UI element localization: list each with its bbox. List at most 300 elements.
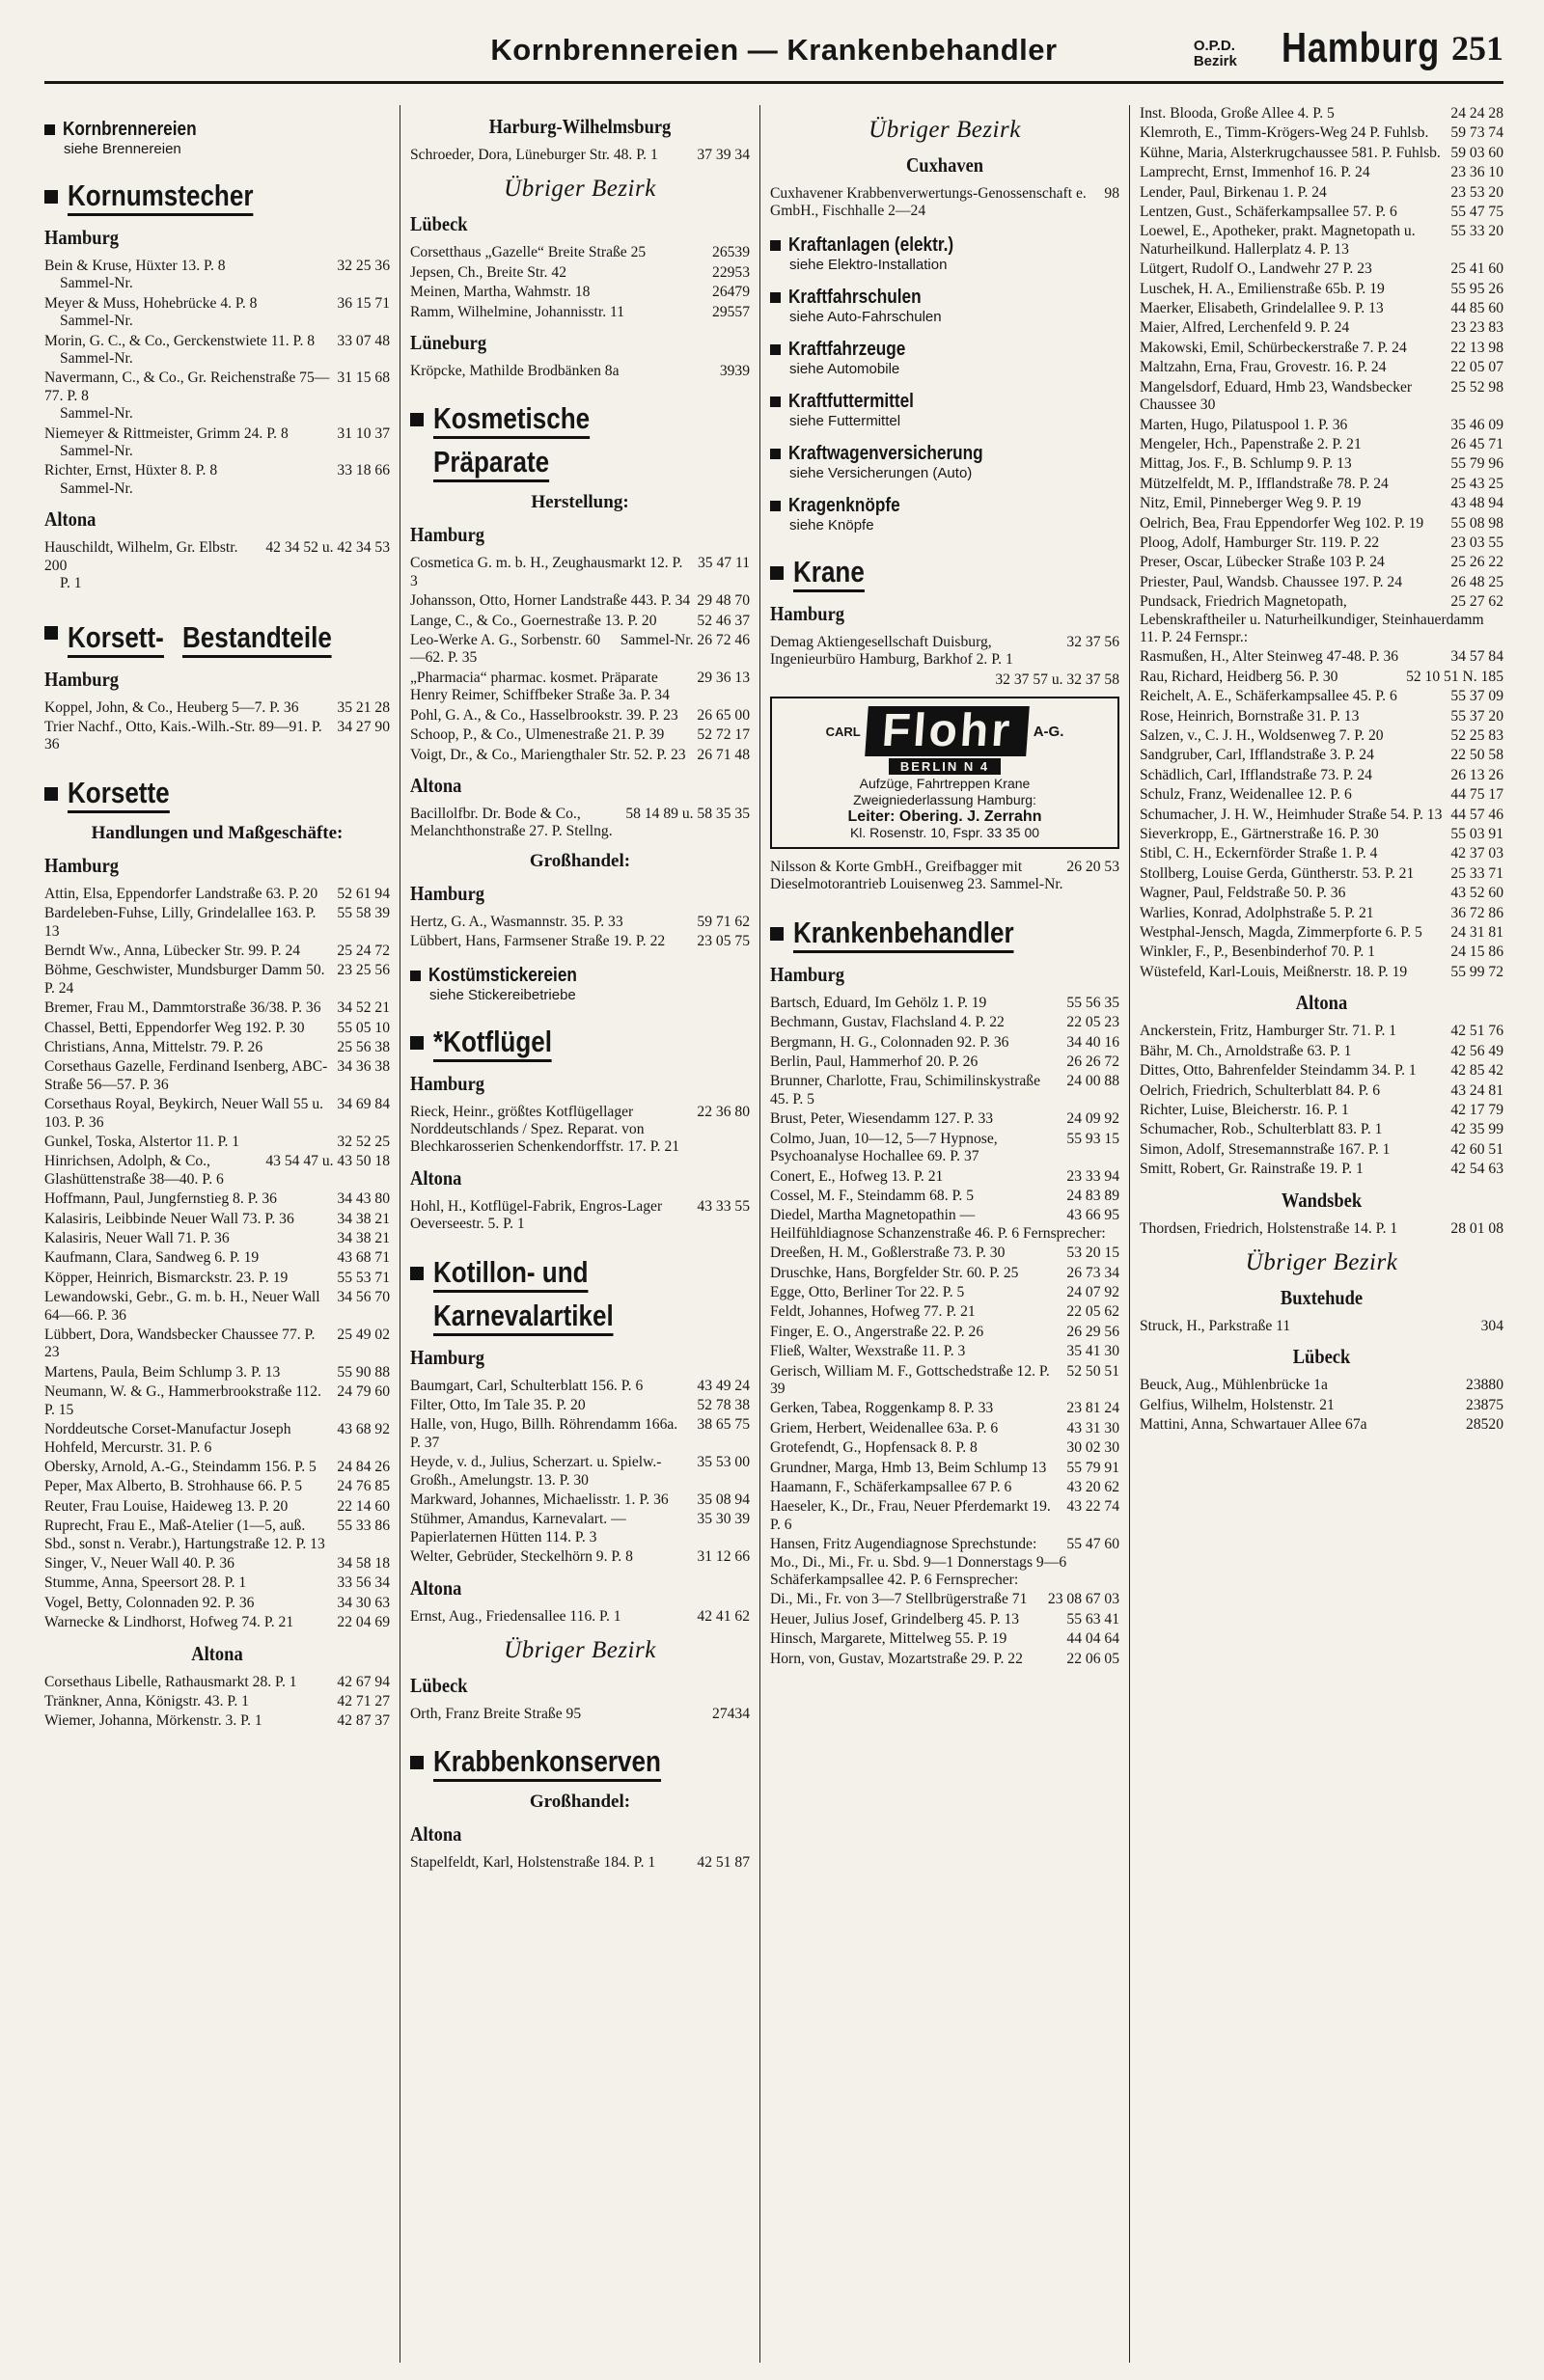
listing-entry <box>770 1284 1119 1301</box>
listing-entry <box>1140 648 1503 666</box>
category-heading-small <box>770 287 1119 325</box>
listing-text: Ploog, Adolf, Hamburger Str. 119. P. 22 <box>1140 533 1380 551</box>
listing-entry <box>44 699 390 717</box>
listing-text: Hoffmann, Paul, Jungfernstieg 8. P. 36 <box>44 1190 277 1208</box>
phone-number: 44 85 60 <box>1450 300 1503 317</box>
phone-number: 52 25 83 <box>1450 727 1503 744</box>
listing-text: Brust, Peter, Wiesendamm 127. P. 33 <box>770 1110 994 1128</box>
phone-number: 42 67 94 <box>337 1673 390 1690</box>
listing-entry <box>1140 708 1503 725</box>
subcategory-heading: Großhandel: <box>529 1792 631 1813</box>
category-title: Korsett- <box>68 620 164 658</box>
phone-number: 34 27 90 <box>337 718 390 735</box>
phone-number: 55 33 86 <box>337 1518 390 1535</box>
phone-number: 24 24 28 <box>1450 105 1503 122</box>
listing-text: Winkler, F., P., Besenbinderhof 70. P. 1 <box>1140 944 1375 961</box>
listing-entry <box>1140 574 1503 591</box>
category-row <box>44 615 390 658</box>
city-heading: Hamburg <box>44 853 120 877</box>
listing-text: Dittes, Otto, Bahrenfelder Steindamm 34. P. 1 <box>1140 1062 1417 1080</box>
listing-entry <box>410 147 750 164</box>
listing-text: Bechmann, Gustav, Flachsland 4. P. 22 <box>770 1014 1005 1031</box>
cross-reference: siehe Automobile <box>789 360 900 377</box>
listing-entry <box>44 1096 390 1132</box>
listing-text: Klemroth, E., Timm-Krögers-Weg 24 P. Fuhlsb. <box>1140 124 1429 142</box>
phone-number: 26 73 34 <box>1066 1264 1119 1281</box>
listing-text: Haamann, F., Schäferkampsallee 67 P. 6 <box>770 1479 1012 1495</box>
phone-number: 55 53 71 <box>337 1269 390 1286</box>
listing-entry <box>1140 593 1503 646</box>
listing-entry <box>1140 515 1503 533</box>
category-title: *Kotflügel <box>433 1025 552 1062</box>
city-heading: Wandsbek <box>1281 1188 1363 1212</box>
listing-entry <box>770 1479 1119 1496</box>
listing-entry <box>410 726 750 744</box>
phone-number: 24 00 88 <box>1066 1073 1119 1090</box>
listing-entry <box>1140 944 1503 961</box>
listing-text: Schroeder, Dora, Lüneburger Str. 48. P. 1 <box>410 147 658 163</box>
listing-text: Niemeyer & Rittmeister, Grimm 24. P. 8 <box>44 424 289 442</box>
phone-number: 23 25 56 <box>337 962 390 979</box>
listing-entry <box>1140 1377 1503 1394</box>
listing-text: Diedel, Martha Magnetopathin — Heilfühldiagnose Schanzenstraße 46. P. 6 Fernsprecher: <box>770 1207 1106 1242</box>
bullet-square-icon <box>770 449 781 459</box>
listing-text: Neumann, W. & G., Hammerbrookstraße 112. P. 15 <box>44 1383 321 1418</box>
listing-text: Koppel, John, & Co., Heuberg 5—7. P. 36 <box>44 698 299 716</box>
phone-number: 42 71 27 <box>337 1692 390 1710</box>
phone-number: 34 30 63 <box>337 1594 390 1611</box>
listing-entry <box>770 1591 1119 1608</box>
listing-entry <box>44 1289 390 1325</box>
listing-entry <box>770 1034 1119 1052</box>
listing-text: Lamprecht, Ernst, Immenhof 16. P. 24 <box>1140 164 1370 181</box>
listing-entry <box>1140 1121 1503 1138</box>
category-title: Kragenknöpfe <box>788 494 900 516</box>
category-title-block <box>433 401 750 482</box>
listing-text: Martens, Paula, Beim Schlump 3. P. 13 <box>44 1363 281 1381</box>
phone-number: 23 81 24 <box>1066 1400 1119 1417</box>
category-heading <box>770 555 1119 592</box>
phone-number: 34 38 21 <box>337 1230 390 1247</box>
listing-entry <box>410 1378 750 1395</box>
listing-entry <box>410 933 750 950</box>
listing-text: Conert, E., Hofweg 13. P. 21 <box>770 1167 944 1185</box>
listing-text: Reichelt, A. E., Schäferkampsallee 45. P. 6 <box>1140 688 1397 705</box>
category-heading-small <box>770 391 1119 429</box>
listing-text: Makowski, Emil, Schürbeckerstraße 7. P. 24 <box>1140 339 1407 356</box>
city-heading: Hamburg <box>44 226 120 249</box>
listing-entry <box>44 1039 390 1056</box>
listing-entry <box>410 1608 750 1626</box>
phone-number: 29 48 70 <box>697 592 750 610</box>
phone-number: 32 37 56 <box>1066 633 1119 650</box>
listing-text: Gerisch, William M. F., Gottschedstraße 12. P. 39 <box>770 1362 1050 1397</box>
listing-text: Mangelsdorf, Eduard, Hmb 23, Wandsbecker Chaussee 30 <box>1140 378 1413 414</box>
bullet-square-icon <box>770 344 781 355</box>
listing-entry <box>1140 554 1503 571</box>
listing-entry <box>44 1383 390 1419</box>
listing-note: Sammel-Nr. <box>60 405 133 423</box>
phone-number: 43 24 81 <box>1450 1081 1503 1099</box>
listing-text: Pohl, G. A., & Co., Hasselbrookstr. 39. P. 23 <box>410 706 678 724</box>
listing-entry <box>1140 845 1503 862</box>
phone-number: 35 21 28 <box>337 698 390 716</box>
listing-entry <box>410 670 750 705</box>
listing-entry <box>1140 260 1503 278</box>
header-city: Hamburg <box>1281 24 1440 71</box>
bullet-square-icon <box>410 1036 424 1050</box>
listing-entry <box>770 1014 1119 1031</box>
phone-number: 25 41 60 <box>1450 260 1503 278</box>
phone-number: 37 39 34 <box>697 147 750 163</box>
listing-text: Rasmußen, H., Alter Steinweg 47-48. P. 36 <box>1140 648 1399 666</box>
cross-reference: siehe Brennereien <box>64 141 181 157</box>
phone-number: 42 87 37 <box>337 1712 390 1730</box>
phone-number: 23 23 83 <box>1450 319 1503 337</box>
listing-entry <box>44 1134 390 1151</box>
category-title: Kraftwagenversicherung <box>788 442 983 464</box>
listing-text: Luschek, H. A., Emilienstraße 65b. P. 19 <box>1140 280 1385 297</box>
running-title: Kornbrennereien — Krankenbehandler <box>490 33 1058 67</box>
category-title: Kotillon- und <box>433 1255 589 1293</box>
listing-text: Preser, Oscar, Lübecker Straße 103 P. 24 <box>1140 554 1385 571</box>
listing-entry <box>410 1416 750 1452</box>
listing-entry <box>1140 1062 1503 1080</box>
phone-number: 304 <box>1480 1317 1503 1334</box>
listing-text: Haeseler, K., Dr., Frau, Neuer Pferdemarkt 19. P. 6 <box>770 1498 1051 1533</box>
bullet-square-icon <box>770 566 784 580</box>
phone-number: 42 60 51 <box>1450 1140 1503 1158</box>
listing-entry <box>410 363 750 380</box>
listing-text: Schumacher, J. H. W., Heimhuder Straße 54. P. 13 <box>1140 806 1443 823</box>
phone-number: 24 15 86 <box>1450 944 1503 961</box>
phone-number: 34 69 84 <box>337 1096 390 1113</box>
city-heading: Altona <box>1295 991 1348 1015</box>
listing-text: Morin, G. C., & Co., Gerckenstwiete 11. P. 8 <box>44 332 316 349</box>
phone-number: 26 29 56 <box>1066 1323 1119 1340</box>
category-row <box>770 916 1119 953</box>
bullet-square-icon <box>770 927 784 941</box>
bullet-square-icon <box>410 413 424 426</box>
listing-text: Köpper, Heinrich, Bismarckstr. 23. P. 19 <box>44 1269 289 1286</box>
phone-number: 26 48 25 <box>1450 573 1503 590</box>
ad-line: Aufzüge, Fahrtreppen Krane <box>859 776 1031 792</box>
listing-entry <box>44 369 390 423</box>
phone-number: 26479 <box>712 284 750 301</box>
listing-text: Beuck, Aug., Mühlenbrücke 1a <box>1140 1377 1328 1394</box>
city-heading: Lübeck <box>410 212 468 236</box>
listing-text: Schädlich, Carl, Ifflandstraße 73. P. 24 <box>1140 766 1372 783</box>
listing-entry <box>44 295 390 331</box>
listing-entry <box>770 185 1119 221</box>
category-title: Kraftanlagen (elektr.) <box>788 233 954 256</box>
bullet-square-icon <box>44 190 58 204</box>
category-heading <box>44 615 390 658</box>
listing-text: Mittag, Jos. F., B. Schlump 9. P. 13 <box>1140 455 1352 473</box>
phone-number: 55 79 91 <box>1066 1459 1119 1476</box>
listing-text: Rieck, Heinr., größtes Kotflügellager Norddeutschlands / Spez. Reparat. von Blechkarosserien Schenkendorffstr. 17. P. 21 <box>410 1103 680 1156</box>
phone-number: 52 78 38 <box>697 1396 750 1413</box>
phone-number: 42 17 79 <box>1450 1101 1503 1118</box>
category-heading-small <box>770 234 1119 273</box>
listing-text: Lender, Paul, Birkenau 1. P. 24 <box>1140 183 1327 201</box>
phone-number: 25 52 98 <box>1450 378 1503 396</box>
city-heading: Cuxhaven <box>905 153 984 177</box>
listing-entry <box>410 1548 750 1566</box>
phone-number: 23 53 20 <box>1450 183 1503 201</box>
phone-number: 52 72 17 <box>697 726 750 744</box>
listing-entry <box>1140 1161 1503 1178</box>
cross-reference: siehe Knöpfe <box>789 516 874 533</box>
category-heading <box>44 776 390 813</box>
listing-note: Sammel-Nr. <box>60 313 133 330</box>
category-row <box>410 965 750 987</box>
phone-number: 52 10 51 N. 185 <box>1406 668 1503 685</box>
page-header <box>44 21 1503 84</box>
listing-text: Grundner, Marga, Hmb 13, Beim Schlump 13 <box>770 1459 1047 1476</box>
city-heading: Altona <box>191 1641 243 1665</box>
listing-entry <box>770 859 1119 894</box>
listing-text: Corsethaus Royal, Beykirch, Neuer Wall 55 u. 103. P. 36 <box>44 1096 324 1131</box>
listing-text: Warnecke & Lindhorst, Hofweg 74. P. 21 <box>44 1614 294 1631</box>
ad-line: Zweigniederlassung Hamburg: <box>853 792 1036 808</box>
listing-text: Böhme, Geschwister, Mundsburger Damm 50. P. 24 <box>44 962 325 997</box>
listing-entry <box>1140 534 1503 552</box>
phone-number: 43 54 47 u. 43 50 18 <box>265 1153 390 1170</box>
listing-text: Lübbert, Dora, Wandsbecker Chaussee 77. P. 23 <box>44 1327 316 1361</box>
listing-text: Maltzahn, Erna, Frau, Grovestr. 16. P. 24 <box>1140 359 1387 376</box>
listing-entry <box>44 1518 390 1553</box>
listing-entry <box>44 1595 390 1612</box>
listing-text: Berndt Ww., Anna, Lübecker Str. 99. P. 24 <box>44 942 301 959</box>
phone-number: Sammel-Nr. 26 72 46 <box>620 632 750 649</box>
bullet-square-icon <box>410 1267 424 1280</box>
subcategory-heading: Großhandel: <box>529 850 631 871</box>
category-heading-small <box>770 495 1119 533</box>
listing-entry <box>770 1324 1119 1341</box>
listing-text: Fließ, Walter, Wexstraße 11. P. 3 <box>770 1343 966 1360</box>
phone-number: 35 30 39 <box>697 1511 750 1528</box>
listing-text: Gunkel, Toska, Alstertor 11. P. 1 <box>44 1134 240 1150</box>
listing-entry <box>44 1712 390 1730</box>
phone-number: 58 14 89 u. 58 35 35 <box>625 805 750 822</box>
listing-entry <box>770 634 1119 670</box>
phone-number: 3939 <box>719 363 750 380</box>
phone-number: 26 71 48 <box>697 746 750 763</box>
listing-text: Sandgruber, Carl, Ifflandstraße 3. P. 24 <box>1140 747 1374 764</box>
listing-text: Salzen, v., C. J. H., Woldsenweg 7. P. 20 <box>1140 727 1384 744</box>
listing-entry <box>1140 1416 1503 1434</box>
listing-text: Heyde, v. d., Julius, Scherzart. u. Spielw.-Großh., Amelungstr. 13. P. 30 <box>410 1454 662 1489</box>
phone-number: 42 56 49 <box>1450 1042 1503 1059</box>
listing-note: Sammel-Nr. <box>60 275 133 292</box>
phone-number: 23 03 55 <box>1450 533 1503 551</box>
listing-entry <box>1140 455 1503 473</box>
listing-text: Meinen, Martha, Wahmstr. 18 <box>410 284 591 301</box>
listing-entry <box>410 1454 750 1490</box>
phone-number: 42 41 62 <box>697 1607 750 1625</box>
phone-number: 33 56 34 <box>337 1574 390 1592</box>
phone-number: 32 25 36 <box>337 258 390 274</box>
phone-number: 43 52 60 <box>1450 885 1503 902</box>
listing-text: Gerken, Tabea, Roggenkamp 8. P. 33 <box>770 1400 994 1417</box>
phone-number: 42 35 99 <box>1450 1121 1503 1138</box>
listing-text: Struck, H., Parkstraße 11 <box>1140 1317 1291 1334</box>
listing-text: Hinrichsen, Adolph, & Co., Glashüttenstraße 38—40. P. 6 <box>44 1153 224 1188</box>
listing-text: Cossel, M. F., Steindamm 68. P. 5 <box>770 1187 975 1204</box>
listing-text: Maier, Alfred, Lerchenfeld 9. P. 24 <box>1140 319 1350 337</box>
listing-entry <box>1140 184 1503 202</box>
listing-entry <box>1140 924 1503 942</box>
ad-city-label: BERLIN N 4 <box>889 758 1001 775</box>
listing-entry <box>770 1073 1119 1108</box>
phone-number: 55 03 91 <box>1450 826 1503 843</box>
listing-text: Bergmann, H. G., Colonnaden 92. P. 36 <box>770 1033 1009 1051</box>
cross-reference: siehe Futtermittel <box>789 412 901 429</box>
listing-text: Peper, Max Alberto, B. Strohhause 66. P. 5 <box>44 1478 303 1495</box>
phone-number: 29557 <box>712 303 750 320</box>
ad-brand-logo: Flohr <box>865 706 1030 756</box>
phone-number: 26539 <box>712 244 750 261</box>
listing-entry <box>1140 300 1503 317</box>
city-heading: Hamburg <box>410 1345 485 1369</box>
listing-entry <box>1140 865 1503 883</box>
listing-text: Loewel, E., Apotheker, prakt. Magnetopath u. Naturheilkund. Hallerplatz 4. P. 13 <box>1140 223 1416 258</box>
phone-number: 55 56 35 <box>1066 994 1119 1011</box>
listing-text: Oelrich, Friedrich, Schulterblatt 84. P. 6 <box>1140 1081 1381 1099</box>
phone-number: 55 47 75 <box>1450 204 1503 221</box>
phone-number: 43 49 24 <box>697 1377 750 1394</box>
category-heading <box>44 178 390 216</box>
phone-number: 25 43 25 <box>1450 475 1503 492</box>
column-4 <box>1129 105 1503 2363</box>
listing-text: Mützelfeldt, M. P., Ifflandstraße 78. P. 24 <box>1140 475 1389 492</box>
phone-number: 34 43 80 <box>337 1190 390 1208</box>
phone-number: 23 33 94 <box>1066 1167 1119 1185</box>
listing-entry <box>44 258 390 293</box>
listing-entry <box>44 1230 390 1247</box>
listing-entry <box>44 1674 390 1691</box>
listing-entry <box>1140 767 1503 784</box>
phone-number: 35 46 09 <box>1450 416 1503 433</box>
phone-number: 55 58 39 <box>337 905 390 922</box>
bullet-square-icon <box>44 626 58 640</box>
phone-number: 55 47 60 <box>1066 1536 1119 1553</box>
city-heading: Harburg-Wilhelmsburg <box>488 115 672 138</box>
phone-number: 25 24 72 <box>337 942 390 959</box>
category-title: Krankenbehandler <box>793 916 1014 953</box>
city-heading: Altona <box>410 773 462 797</box>
listing-entry <box>1140 417 1503 434</box>
listing-text: Rau, Richard, Heidberg 56. P. 30 <box>1140 668 1338 685</box>
phone-number: 42 34 52 u. 42 34 53 <box>265 539 390 557</box>
category-title: Krane <box>793 555 865 592</box>
listing-text: Anckerstein, Fritz, Hamburger Str. 71. P. 1 <box>1140 1023 1397 1040</box>
phone-number: 22 05 07 <box>1450 359 1503 376</box>
listing-text: Leo-Werke A. G., Sorbenstr. 60—62. P. 35 <box>410 632 601 667</box>
city-heading: Altona <box>44 507 96 532</box>
phone-number: 55 63 41 <box>1066 1610 1119 1628</box>
listing-entry <box>1140 964 1503 981</box>
bullet-square-icon <box>770 240 781 251</box>
phone-number: 32 52 25 <box>337 1134 390 1150</box>
listing-entry <box>410 613 750 630</box>
city-heading: Altona <box>410 1165 462 1190</box>
listing-text: Feldt, Johannes, Hofweg 77. P. 21 <box>770 1303 976 1321</box>
phone-number: 55 90 88 <box>337 1363 390 1381</box>
category-title: Korsette <box>68 776 170 813</box>
listing-entry <box>410 555 750 590</box>
bullet-square-icon <box>770 292 781 303</box>
listing-text: Obersky, Arnold, A.-G., Steindamm 156. P. 5 <box>44 1458 317 1475</box>
listing-text: Corsethaus Libelle, Rathausmarkt 28. P. 1 <box>44 1673 297 1690</box>
listing-entry <box>1140 281 1503 298</box>
listing-entry <box>770 1265 1119 1282</box>
listing-text: Kaufmann, Clara, Sandweg 6. P. 19 <box>44 1249 260 1267</box>
listing-entry <box>770 1460 1119 1477</box>
listing-text: Nitz, Emil, Pinneberger Weg 9. P. 19 <box>1140 495 1362 512</box>
category-heading-small <box>770 443 1119 481</box>
phone-number: 23880 <box>1466 1377 1503 1394</box>
region-heading: Übriger Bezirk <box>504 176 656 203</box>
listing-entry <box>44 425 390 461</box>
listing-entry <box>1140 359 1503 376</box>
bullet-square-icon <box>770 397 781 407</box>
listing-entry <box>44 1153 390 1189</box>
phone-number: 98 <box>1104 185 1119 202</box>
listing-text: Hohl, H., Kotflügel-Fabrik, Engros-Lager Oeverseestr. 5. P. 1 <box>410 1197 663 1233</box>
phone-number: 59 03 60 <box>1450 144 1503 161</box>
category-title-block <box>433 1744 704 1782</box>
listing-text: „Pharmacia“ pharmac. kosmet. Präparate Henry Reimer, Schiffbeker Straße 3a. P. 34 <box>410 669 670 704</box>
category-title-block <box>793 916 1056 953</box>
listing-text: Richter, Luise, Bleicherstr. 16. P. 1 <box>1140 1101 1349 1118</box>
listing-entry <box>44 1693 390 1710</box>
listing-text: Hertz, G. A., Wasmannstr. 35. P. 33 <box>410 913 623 930</box>
listing-entry <box>770 1168 1119 1186</box>
phone-number: 23875 <box>1466 1396 1503 1413</box>
phone-number: 43 33 55 <box>697 1197 750 1215</box>
category-row <box>44 178 390 216</box>
phone-number: 55 93 15 <box>1066 1130 1119 1147</box>
phone-number: 42 54 63 <box>1450 1161 1503 1178</box>
listing-text: Hansen, Fritz Augendiagnose Sprechstunde: Mo., Di., Mi., Fr. u. Sbd. 9—1 Donnerstags 9—6 Schäferkampsallee 42. P. 6 Fernsprecher: <box>770 1536 1067 1589</box>
column-1 <box>44 105 400 2363</box>
listing-text: Wiemer, Johanna, Mörkenstr. 3. P. 1 <box>44 1712 262 1730</box>
listing-entry <box>44 1478 390 1495</box>
phone-number: 31 10 37 <box>337 424 390 442</box>
phone-number: 25 56 38 <box>337 1038 390 1055</box>
listing-entry <box>1140 379 1503 415</box>
listing-entry <box>44 1249 390 1267</box>
listing-entry <box>1140 1102 1503 1119</box>
category-title: Bestandteile <box>182 620 332 658</box>
listing-text: Smitt, Robert, Gr. Rainstraße 19. P. 1 <box>1140 1161 1364 1178</box>
category-heading-small <box>410 965 750 1003</box>
listing-entry <box>1140 669 1503 686</box>
category-row <box>410 1255 750 1336</box>
phone-number: 43 20 62 <box>1066 1479 1119 1495</box>
phone-number: 34 40 16 <box>1066 1033 1119 1051</box>
listing-entry <box>410 244 750 261</box>
listing-text: Bein & Kruse, Hüxter 13. P. 8 <box>44 258 226 274</box>
listing-text: Oelrich, Bea, Frau Eppendorfer Weg 102. P. 19 <box>1140 514 1424 532</box>
listing-entry <box>44 1190 390 1208</box>
phone-number: 55 79 96 <box>1450 455 1503 473</box>
listing-entry <box>770 1420 1119 1437</box>
listing-note: Sammel-Nr. <box>60 479 133 497</box>
listing-entry <box>1140 145 1503 162</box>
